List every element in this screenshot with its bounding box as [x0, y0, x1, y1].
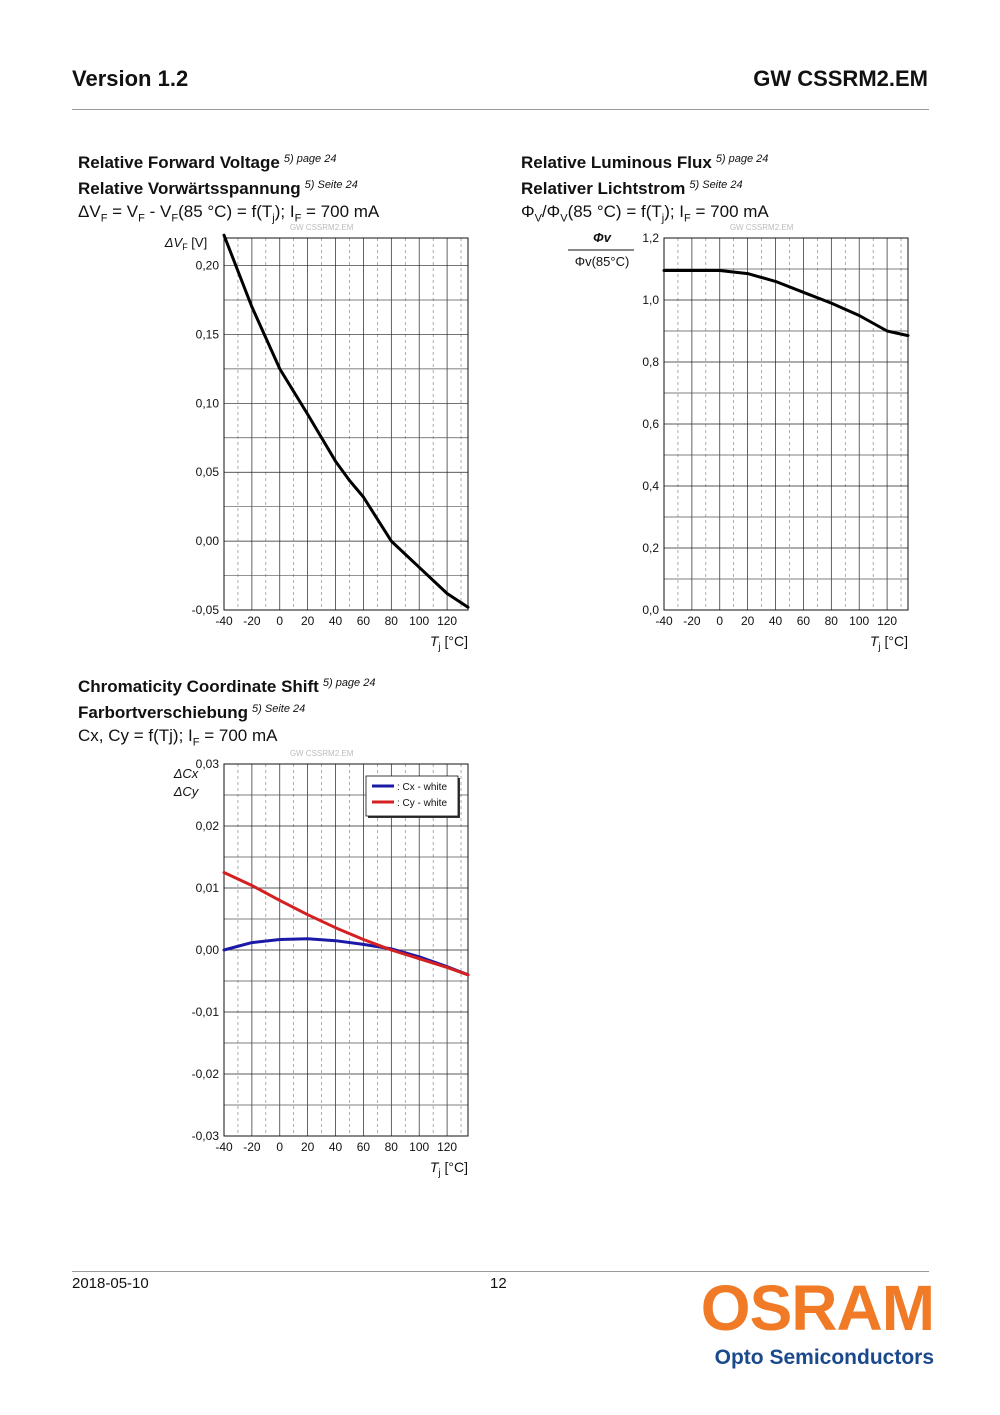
y-tick-label: 0,03	[195, 757, 219, 771]
section-title-en: Relative Forward Voltage	[78, 153, 280, 172]
y-tick-label: -0,05	[191, 603, 219, 617]
y-tick-label: 0,0	[642, 603, 659, 617]
x-tick-label: 120	[877, 614, 898, 628]
x-tick-label: -20	[683, 614, 701, 628]
x-tick-label: 0	[716, 614, 724, 628]
y-tick-label: 0,15	[195, 327, 219, 342]
luminous-flux-chart	[560, 218, 940, 658]
section-ref-de: 5) Seite 24	[304, 179, 358, 191]
y-axis-label-cy: ΔCy	[173, 784, 199, 799]
x-tick-label: 120	[437, 1140, 458, 1154]
chart-watermark: GW CSSRM2.EM	[289, 223, 354, 232]
footer-page-number: 12	[490, 1275, 507, 1292]
y-tick-label: 0,20	[195, 258, 219, 273]
forward-voltage-chart	[120, 218, 500, 658]
section-formula: $\Phi_V/\Phi_V(85$ $^\circ C) = f(T_j)$; $I_F = 700$ mA	[521, 202, 769, 225]
y-axis-label-numerator: Φv	[593, 230, 611, 245]
x-tick-label: -40	[215, 614, 233, 628]
y-tick-label: 0,00	[195, 534, 219, 549]
y-tick-label: 0,00	[195, 943, 219, 957]
x-tick-label: 20	[300, 1140, 315, 1154]
y-tick-label: -0,02	[191, 1067, 219, 1081]
x-tick-label: 100	[849, 614, 870, 628]
section-ref-en: 5) page 24	[322, 677, 376, 689]
legend-label: : Cx - white	[397, 782, 448, 793]
chart-watermark: GW CSSRM2.EM	[729, 223, 794, 232]
y-tick-label: -0,01	[191, 1005, 219, 1019]
x-tick-label: -40	[655, 614, 673, 628]
section-ref-en: 5) page 24	[283, 153, 337, 165]
section-ref-en: 5) page 24	[715, 153, 769, 165]
section-ref-de: 5) Seite 24	[689, 179, 743, 191]
x-tick-label: 100	[409, 1140, 430, 1154]
x-tick-label: 60	[796, 614, 811, 628]
section-luminous-flux	[521, 148, 769, 224]
y-tick-label: 0,02	[195, 819, 219, 833]
section-title-de: Relative Vorwärtsspannung	[78, 179, 301, 198]
section-ref-de: 5) Seite 24	[252, 703, 306, 715]
x-tick-label: 0	[276, 614, 284, 628]
header-rule	[72, 109, 929, 110]
x-tick-label: 80	[384, 614, 398, 628]
y-tick-label: 0,4	[642, 479, 659, 493]
part-number: GW CSSRM2.EM	[753, 66, 928, 91]
y-tick-label: 0,01	[195, 881, 219, 895]
x-axis-label: $T_j$ [°C]	[869, 633, 908, 653]
y-axis-label-cx: ΔCx	[173, 766, 199, 781]
y-tick-label: -0,03	[191, 1129, 219, 1143]
x-tick-label: 40	[328, 1140, 343, 1154]
x-tick-label: 60	[356, 1140, 371, 1154]
section-formula: Cx, Cy = f(Tj); $I_F = 700$ mA	[78, 726, 278, 749]
section-title-en: Chromaticity Coordinate Shift	[78, 677, 319, 696]
x-tick-label: 40	[768, 614, 783, 628]
x-tick-label: 0	[276, 1140, 284, 1154]
x-tick-label: 100	[409, 614, 430, 628]
document-version: Version 1.2	[72, 66, 189, 91]
y-axis-label-denominator: Φv(85°C)	[574, 254, 630, 269]
osram-logo: OSRAM	[700, 1272, 934, 1344]
y-tick-label: 0,6	[642, 417, 659, 431]
x-tick-label: 80	[824, 614, 838, 628]
series-line	[224, 235, 468, 607]
section-title-de: Farbortverschiebung	[78, 703, 249, 722]
x-tick-label: -20	[243, 614, 261, 628]
section-chromaticity-shift	[78, 672, 375, 748]
y-tick-label: 0,10	[195, 396, 219, 411]
x-axis-label: $T_j$ [°C]	[429, 1159, 468, 1179]
y-tick-label: 0,05	[195, 465, 219, 480]
x-tick-label: 80	[384, 1140, 398, 1154]
x-tick-label: 20	[740, 614, 755, 628]
y-axis-label: $\Delta V_F$ [V]	[164, 235, 208, 252]
series-line	[224, 939, 468, 975]
x-tick-label: 120	[437, 614, 458, 628]
y-tick-label: 0,8	[642, 355, 659, 369]
series-line	[664, 271, 908, 336]
y-tick-label: 1,0	[642, 293, 659, 307]
y-tick-label: 0,2	[642, 541, 659, 555]
section-forward-voltage	[78, 148, 379, 224]
x-tick-label: -40	[215, 1140, 233, 1154]
y-tick-label: 1,2	[642, 231, 659, 245]
chromaticity-shift-chart	[120, 744, 500, 1184]
plot-frame	[224, 238, 468, 610]
x-tick-label: 20	[300, 614, 315, 628]
x-axis-label: $T_j$ [°C]	[429, 633, 468, 653]
osram-logo-subtitle: Opto Semiconductors	[714, 1346, 934, 1369]
chart-watermark: GW CSSRM2.EM	[289, 749, 354, 758]
legend-label: : Cy - white	[397, 798, 448, 809]
x-tick-label: 40	[328, 614, 343, 628]
section-title-de: Relativer Lichtstrom	[521, 179, 686, 198]
section-formula: $\Delta V_F = V_F - V_F(85$ $^\circ C) = f(T_j)$; $I_F = 700$ mA	[78, 202, 380, 225]
footer-date: 2018-05-10	[72, 1275, 149, 1292]
x-tick-label: 60	[356, 614, 371, 628]
x-tick-label: -20	[243, 1140, 261, 1154]
section-title-en: Relative Luminous Flux	[521, 153, 712, 172]
